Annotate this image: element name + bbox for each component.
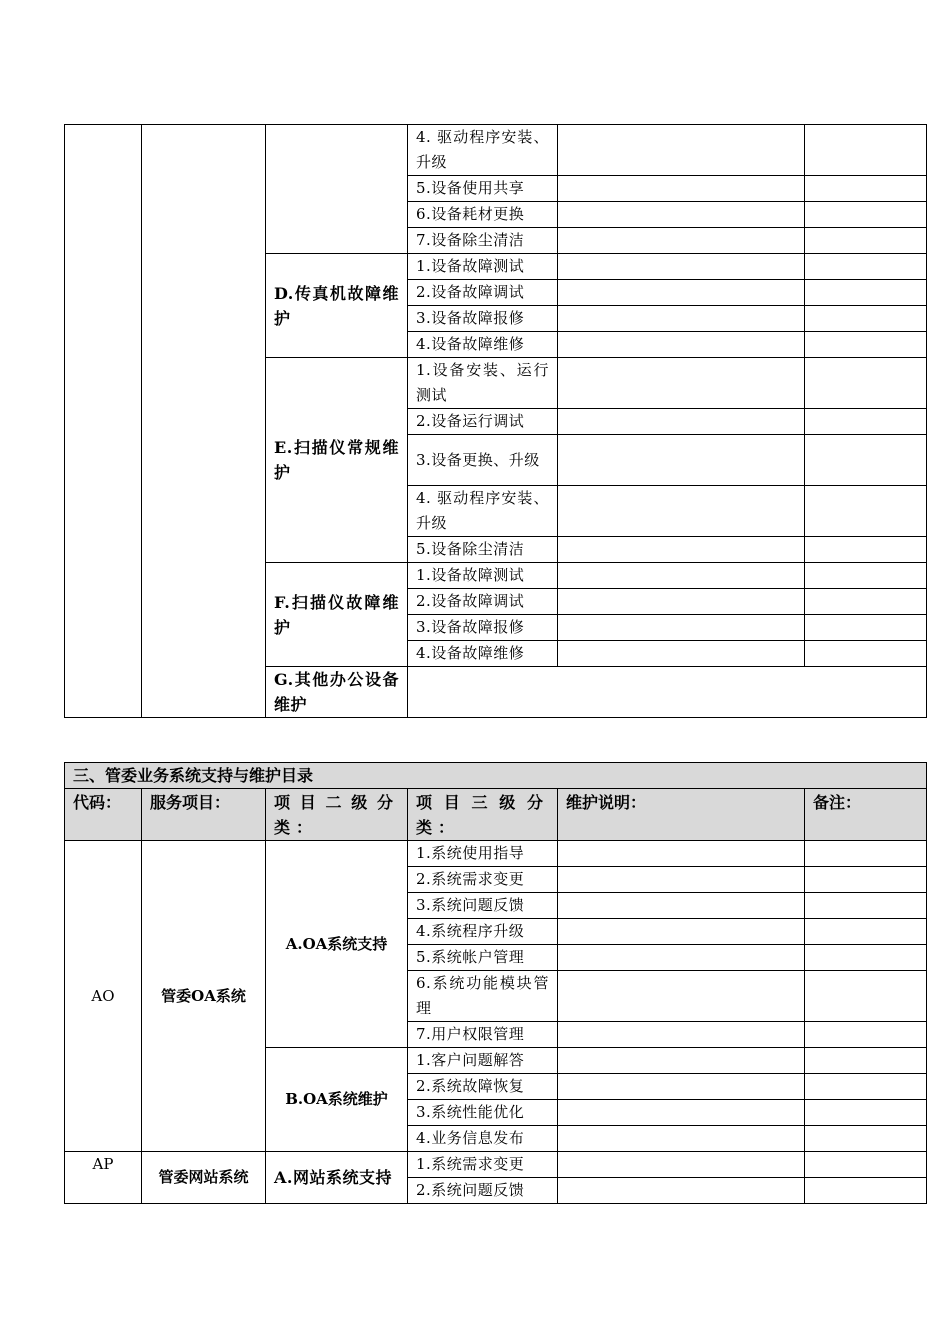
level2-other-label: G.其他办公设备维护 xyxy=(266,667,408,718)
level3-cell: 4. 驱动程序安装、升级 xyxy=(408,486,558,537)
level3-cell: 5.系统帐户管理 xyxy=(408,945,558,971)
table-row xyxy=(65,125,927,176)
equipment-maintenance-table xyxy=(64,124,927,718)
level2-oa-support: A.OA系统支持 xyxy=(266,841,408,1048)
service-cell xyxy=(142,125,266,718)
header-level3: 项目三级分类： xyxy=(408,789,558,841)
level3-cell: 3.设备故障报修 xyxy=(408,615,558,641)
level3-cell: 5.设备使用共享 xyxy=(408,176,558,202)
level3-cell: 3.设备更换、升级 xyxy=(408,435,558,486)
level3-cell: 7.用户权限管理 xyxy=(408,1022,558,1048)
header-code: 代码： xyxy=(65,789,142,841)
level3-cell: 7.设备除尘清洁 xyxy=(408,228,558,254)
level3-cell: 1.系统需求变更 xyxy=(408,1152,558,1178)
level3-cell: 4.业务信息发布 xyxy=(408,1126,558,1152)
level3-cell: 1.设备故障测试 xyxy=(408,563,558,589)
level3-cell: 3.系统问题反馈 xyxy=(408,893,558,919)
level3-cell: 3.设备故障报修 xyxy=(408,306,558,332)
level3-cell: 2.系统问题反馈 xyxy=(408,1178,558,1204)
level2-fax-label: D.传真机故障维护 xyxy=(266,254,408,358)
section-title-row xyxy=(65,763,927,789)
level3-cell: 4. 驱动程序安装、升级 xyxy=(408,125,558,176)
level3-cell: 2.系统需求变更 xyxy=(408,867,558,893)
code-ao: AO xyxy=(65,841,142,1152)
level3-cell: 2.设备故障调试 xyxy=(408,280,558,306)
level3-cell: 2.系统故障恢复 xyxy=(408,1074,558,1100)
table-row xyxy=(65,1152,927,1178)
level3-cell: 1.系统使用指导 xyxy=(408,841,558,867)
level2-scanner-routine-label: E.扫描仪常规维护 xyxy=(266,358,408,563)
level3-cell: 5.设备除尘清洁 xyxy=(408,537,558,563)
header-level2: 项目二级分类： xyxy=(266,789,408,841)
level2-oa-maint: B.OA系统维护 xyxy=(266,1048,408,1152)
service-ap: 管委网站系统 xyxy=(142,1152,266,1204)
level2-website-support: A.网站系统支持 xyxy=(266,1152,408,1204)
level2-scanner-fault-label: F.扫描仪故障维护 xyxy=(266,563,408,667)
header-service: 服务项目： xyxy=(142,789,266,841)
section-title: 三、管委业务系统支持与维护目录 xyxy=(65,763,927,789)
level3-cell: 4.设备故障维修 xyxy=(408,641,558,667)
level3-cell: 4.设备故障维修 xyxy=(408,332,558,358)
level3-cell: 3.系统性能优化 xyxy=(408,1100,558,1126)
level3-cell: 1.设备安装、运行测试 xyxy=(408,358,558,409)
level3-cell: 2.设备故障调试 xyxy=(408,589,558,615)
level3-cell: 1.设备故障测试 xyxy=(408,254,558,280)
level3-cell: 4.系统程序升级 xyxy=(408,919,558,945)
code-ap: AP xyxy=(65,1152,142,1204)
header-desc: 维护说明： xyxy=(558,789,805,841)
level2-cell xyxy=(266,125,408,254)
level3-cell: 6.设备耗材更换 xyxy=(408,202,558,228)
table-row xyxy=(65,841,927,867)
level3-cell: 6.系统功能模块管理 xyxy=(408,971,558,1022)
level3-cell: 1.客户问题解答 xyxy=(408,1048,558,1074)
business-system-table xyxy=(64,762,927,1204)
header-note: 备注： xyxy=(805,789,927,841)
level3-cell: 2.设备运行调试 xyxy=(408,409,558,435)
service-ao: 管委OA系统 xyxy=(142,841,266,1152)
header-row xyxy=(65,789,927,841)
code-cell xyxy=(65,125,142,718)
